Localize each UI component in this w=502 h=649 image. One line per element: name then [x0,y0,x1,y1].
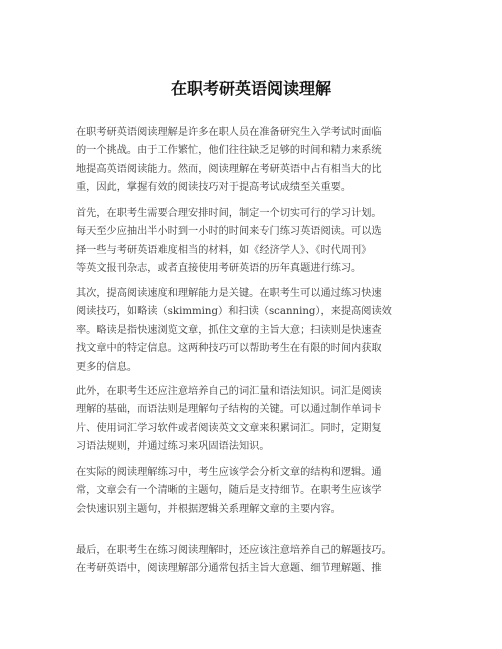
text-line: 找文章中的特定信息。这两种技巧可以帮助考生在有限的时间内获取 [76,343,382,355]
text-line: 常，文章会有一个清晰的主题句，随后是支持细节。在职考生应该学 [76,485,382,497]
text-line: 在实际的阅读理解练习中，考生应该学会分析文章的结构和逻辑。通 [76,467,382,478]
text-line: 择一些与考研英语难度相当的材料，如《经济学人》、《时代周刊》 [76,244,372,256]
text-line: 片、使用词汇学习软件或者阅读英文文章来积累词汇。同时，定期复 [76,422,382,434]
text-line: 会快速识别主题句，并根据逻辑关系理解文章的主要内容。 [76,503,341,515]
text-line: 在职考研英语阅读理解是许多在职人员在准备研究生入学考试时面临 [76,127,382,138]
text-line: 地提高英语阅读能力。然而，阅读理解在考研英语中占有相当大的比 [76,163,382,175]
document-title: 在职考研英语阅读理解 [170,79,331,98]
paragraph-solving-skills [76,542,436,579]
paragraph-time-planning [76,205,436,279]
text-line: 的一个挑战。由于工作繁忙，他们往往缺乏足够的时间和精力来系统 [76,145,382,157]
text-line: 更多的信息。 [76,361,138,373]
text-line: 每天至少应抽出半小时到一小时的时间来专门练习英语阅读。可以选 [76,226,382,238]
text-line: 此外，在职考生还应注意培养自己的词汇量和语法知识。词汇是阅读 [76,386,382,397]
text-line: 重，因此，掌握有效的阅读技巧对于提高考试成绩至关重要。 [76,182,352,194]
text-line: 阅读技巧，如略读（skimming）和扫读（scanning），来提高阅读效 [76,306,392,318]
text-line: 最后，在职考生在练习阅读理解时，还应该注意培养自己的解题技巧。 [76,545,392,556]
text-line: 理解的基础，而语法则是理解句子结构的关键。可以通过制作单词卡 [76,404,382,416]
paragraph-intro [76,124,436,198]
text-line: 在考研英语中，阅读理解部分通常包括主旨大意题、细节理解题、推 [76,563,382,575]
text-line: 习语法规则，并通过练习来巩固语法知识。 [76,441,270,453]
text-line: 等英文报刊杂志，或者直接使用考研英语的历年真题进行练习。 [76,263,362,275]
text-line: 其次，提高阅读速度和理解能力是关键。在职考生可以通过练习快速 [76,288,382,299]
paragraph-reading-speed [76,285,436,377]
text-line: 率。略读是指快速浏览文章，抓住文章的主旨大意；扫读则是快速查 [76,324,382,336]
paragraph-vocabulary-grammar [76,383,436,457]
text-line: 首先，在职考生需要合理安排时间，制定一个切实可行的学习计划。 [76,208,382,219]
paragraph-structure-logic [76,464,436,519]
